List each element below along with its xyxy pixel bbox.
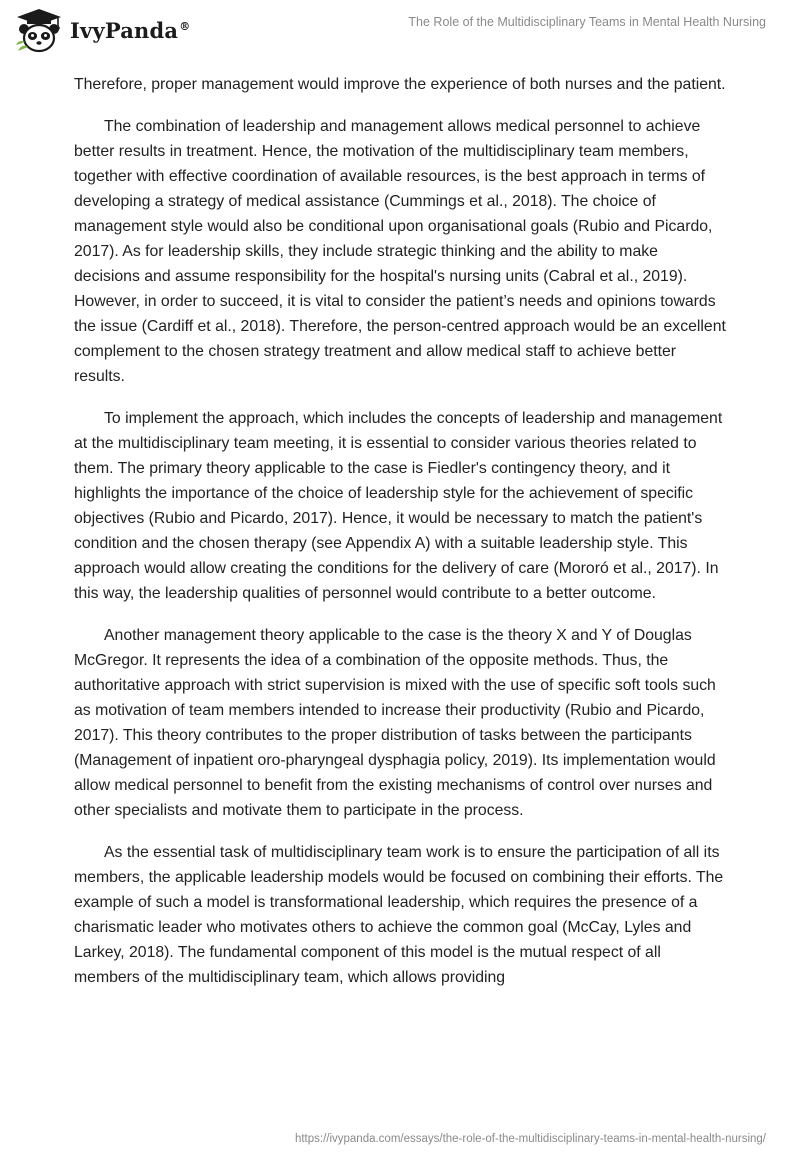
logo-wordmark [70,18,190,43]
ivypanda-logo[interactable] [14,7,190,53]
essay-body [74,72,726,1007]
panda-graduate-icon [14,7,64,53]
paragraph-2: The combination of leadership and management allows medical personnel to achieve better results in treatment. Hence, the motivation of the multidisciplinary team members, together with effective coordination of available resources, is the best approach in terms of developing a strategy of medical assistance (Cummings et al., 2018). The choice of management style would also be conditional upon organisational goals (Rubio and Picardo, 2017). As for leadership skills, they include strategic thinking and the ability to make decisions and assume responsibility for the hospital's nursing units (Cabral et al., 2019). However, in order to succeed, it is vital to consider the patient’s needs and opinions towards the issue (Cardiff et al., 2018). Therefore, the person-centred approach would be an excellent complement to the chosen strategy treatment and allow medical staff to achieve better results. [74,118,726,385]
paragraph-1: Therefore, proper management would improve the experience of both nurses and the patient. [74,76,726,93]
document-title: The Role of the Multidisciplinary Teams in Mental Health Nursing [408,15,766,29]
paragraph-3: To implement the approach, which includes the concepts of leadership and management at the multidisciplinary team meeting, it is essential to consider various theories related to them. The primary theory applicable to the case is Fiedler's contingency theory, and it highlights the importance of the choice of leadership style for the achievement of specific objectives (Rubio and Picardo, 2017). Hence, it would be necessary to match the patient's condition and the chosen therapy (see Appendix A) with a suitable leadership style. This approach would allow creating the conditions for the delivery of care (Mororó et al., 2017). In this way, the leadership qualities of personnel would contribute to a better outcome. [74,410,723,602]
footer-url[interactable]: https://ivypanda.com/essays/the-role-of-the-multidisciplinary-teams-in-mental-health-nursing/ [294,1133,766,1145]
logo-text: IvyPanda [70,17,179,43]
page-header [0,0,800,60]
paragraph-4: Another management theory applicable to the case is the theory X and Y of Douglas McGregor. It represents the idea of a combination of the opposite methods. Thus, the authoritative approach with strict supervision is mixed with the use of specific soft tools such as motivation of team members intended to increase their productivity (Rubio and Picardo, 2017). This theory contributes to the proper distribution of tasks between the participants (Management of inpatient oro-pharyngeal dysphagia policy, 2019). Its implementation would allow medical personnel to benefit from the existing mechanisms of control over nurses and other specialists and motivate them to participate in the process. [74,627,716,819]
registered-mark: ® [179,19,191,33]
paragraph-5: As the essential task of multidisciplinary team work is to ensure the participation of all its members, the applicable leadership models would be focused on combining their efforts. The example of such a model is transformational leadership, which requires the presence of a charismatic leader who motivates others to achieve the common goal (McCay, Lyles and Larkey, 2018). The fundamental component of this model is the mutual respect of all members of the multidisciplinary team, which allows providing [74,844,724,986]
